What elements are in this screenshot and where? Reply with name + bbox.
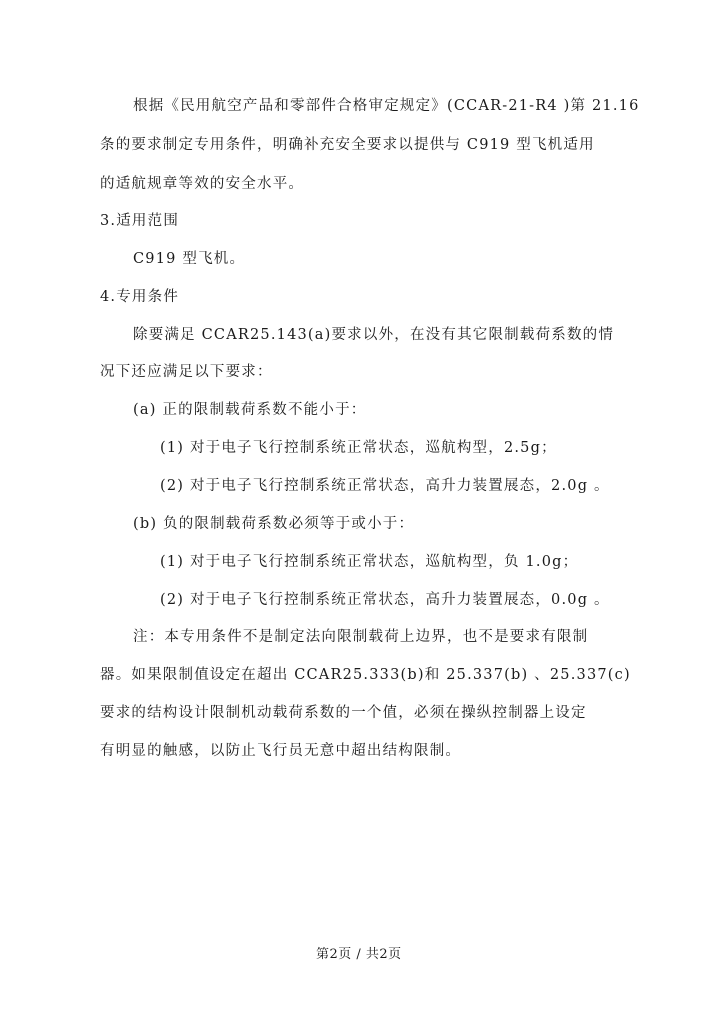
item-b-2: (2) 对于电子飞行控制系统正常状态，高升力装置展态，0.0g 。 <box>160 592 610 608</box>
section-3-heading: 3.适用范围 <box>100 213 180 229</box>
item-b: (b) 负的限制载荷系数必须等于或小于： <box>133 516 415 532</box>
item-a-2: (2) 对于电子飞行控制系统正常状态，高升力装置展态，2.0g 。 <box>160 478 610 494</box>
purpose-line-3: 的适航规章等效的安全水平。 <box>100 176 305 192</box>
condition-intro-line-1: 除要满足 CCAR25.143(a)要求以外，在没有其它限制载荷系数的情 <box>133 327 615 343</box>
condition-intro-line-2: 况下还应满足以下要求： <box>100 364 273 380</box>
purpose-line-2: 条的要求制定专用条件，明确补充安全要求以提供与 C919 型飞机适用 <box>100 137 595 153</box>
item-a-1: (1) 对于电子飞行控制系统正常状态，巡航构型，2.5g； <box>160 440 557 456</box>
item-a: (a) 正的限制载荷系数不能小于： <box>133 402 367 418</box>
scope-text: C919 型飞机。 <box>133 251 246 267</box>
note-line-2: 器。如果限制值设定在超出 CCAR25.333(b)和 25.337(b) 、25.337(c) <box>100 667 631 683</box>
note-line-4: 有明显的触感，以防止飞行员无意中超出结构限制。 <box>100 743 462 759</box>
note-line-3: 要求的结构设计限制机动载荷系数的一个值，必须在操纵控制器上设定 <box>100 705 587 721</box>
note-line-1: 注：本专用条件不是制定法向限制载荷上边界，也不是要求有限制 <box>133 629 589 645</box>
purpose-line-1: 根据《民用航空产品和零部件合格审定规定》(CCAR-21-R4 )第 21.16 <box>133 98 640 114</box>
section-4-heading: 4.专用条件 <box>100 289 180 305</box>
page-indicator: 第2页 / 共2页 <box>316 947 402 962</box>
item-b-1: (1) 对于电子飞行控制系统正常状态，巡航构型，负 1.0g； <box>160 554 579 570</box>
